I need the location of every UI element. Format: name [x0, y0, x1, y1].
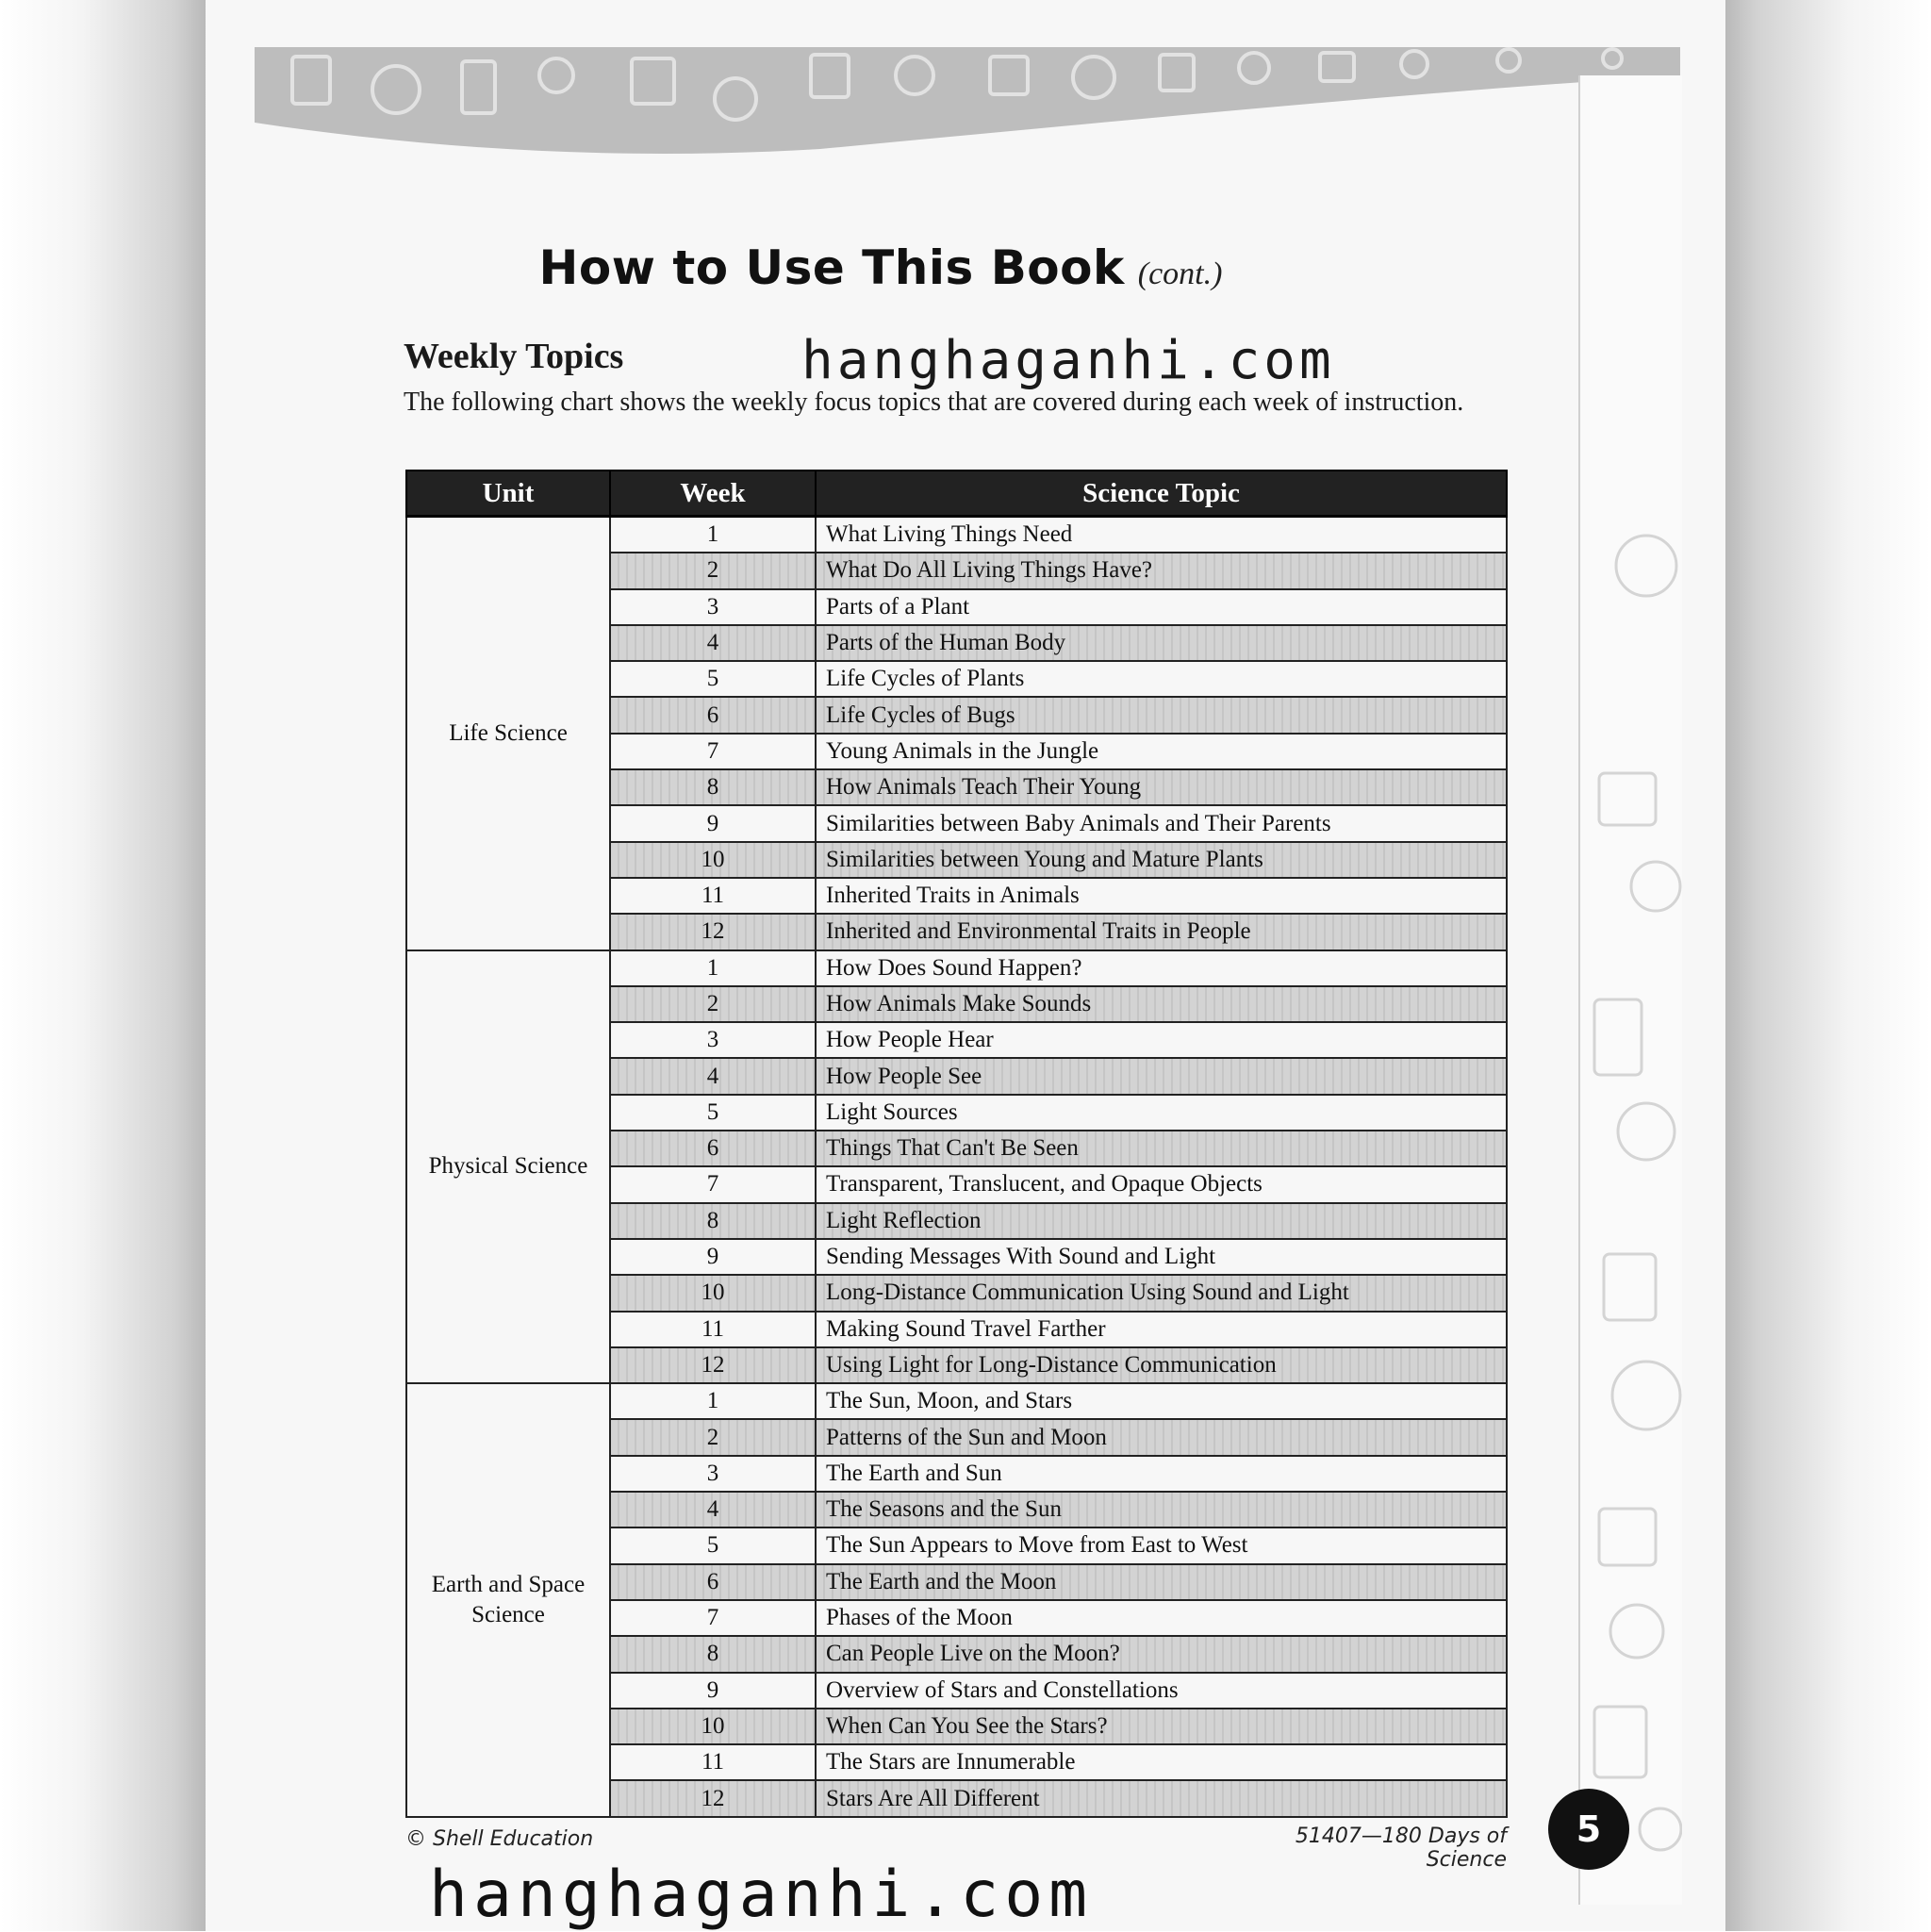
week-cell: 7	[610, 1166, 816, 1202]
week-cell: 10	[610, 1709, 816, 1744]
topic-cell: Light Sources	[816, 1095, 1507, 1131]
topic-cell: Making Sound Travel Farther	[816, 1312, 1507, 1347]
topic-cell: Similarities between Baby Animals and Their Parents	[816, 805, 1507, 841]
header-banner	[255, 47, 1680, 160]
week-cell: 7	[610, 1600, 816, 1636]
week-cell: 10	[610, 1275, 816, 1311]
week-cell: 5	[610, 1527, 816, 1563]
footer-book-id: 51407—180 Days of Science	[1295, 1825, 1507, 1872]
topic-cell: How Animals Teach Their Young	[816, 769, 1507, 805]
topic-cell: Life Cycles of Plants	[816, 661, 1507, 697]
unit-cell: Life Science	[406, 517, 610, 950]
topic-cell: How People See	[816, 1058, 1507, 1094]
weekly-topics-table	[405, 470, 1508, 1818]
page-title	[206, 240, 1725, 295]
topic-cell: The Sun Appears to Move from East to West	[816, 1527, 1507, 1563]
topic-cell: How People Hear	[816, 1022, 1507, 1058]
week-cell: 5	[610, 661, 816, 697]
page-shadow-left	[0, 0, 206, 1931]
topic-cell: Sending Messages With Sound and Light	[816, 1239, 1507, 1275]
week-cell: 1	[610, 950, 816, 986]
topic-cell: The Stars are Innumerable	[816, 1744, 1507, 1780]
week-cell: 9	[610, 1673, 816, 1709]
unit-cell: Physical Science	[406, 950, 610, 1384]
week-cell: 10	[610, 842, 816, 878]
week-cell: 8	[610, 769, 816, 805]
table-header-row	[406, 471, 1507, 517]
topic-cell: Patterns of the Sun and Moon	[816, 1419, 1507, 1455]
topic-cell: The Sun, Moon, and Stars	[816, 1383, 1507, 1419]
week-cell: 12	[610, 914, 816, 949]
topic-column-header: Science Topic	[816, 471, 1507, 517]
week-cell: 9	[610, 805, 816, 841]
week-cell: 12	[610, 1780, 816, 1816]
week-cell: 3	[610, 589, 816, 625]
topic-cell: Inherited and Environmental Traits in People	[816, 914, 1507, 949]
week-cell: 6	[610, 697, 816, 733]
week-cell: 6	[610, 1131, 816, 1166]
watermark-top: hanghaganhi.com	[801, 330, 1335, 391]
topic-cell: Life Cycles of Bugs	[816, 697, 1507, 733]
topic-cell: When Can You See the Stars?	[816, 1709, 1507, 1744]
topic-cell: Light Reflection	[816, 1203, 1507, 1239]
topic-cell: How Animals Make Sounds	[816, 986, 1507, 1022]
table-row	[406, 950, 1507, 986]
topic-cell: What Do All Living Things Have?	[816, 553, 1507, 588]
topic-cell: Inherited Traits in Animals	[816, 878, 1507, 914]
intro-paragraph: The following chart shows the weekly focus topics that are covered during each week of instruction.	[404, 388, 1464, 417]
topic-cell: Young Animals in the Jungle	[816, 734, 1507, 769]
topic-cell: Things That Can't Be Seen	[816, 1131, 1507, 1166]
week-cell: 2	[610, 986, 816, 1022]
topic-cell: Can People Live on the Moon?	[816, 1636, 1507, 1672]
week-cell: 4	[610, 1492, 816, 1527]
week-cell: 11	[610, 878, 816, 914]
unit-column-header: Unit	[406, 471, 610, 517]
unit-cell: Earth and Space Science	[406, 1383, 610, 1817]
table-row	[406, 517, 1507, 553]
week-cell: 11	[610, 1312, 816, 1347]
topic-cell: Parts of the Human Body	[816, 625, 1507, 661]
book-page	[206, 0, 1725, 1931]
week-cell: 1	[610, 517, 816, 553]
week-cell: 1	[610, 1383, 816, 1419]
topic-cell: Using Light for Long-Distance Communication	[816, 1347, 1507, 1383]
topic-cell: Parts of a Plant	[816, 589, 1507, 625]
decorative-side-strip	[1578, 75, 1682, 1905]
section-heading: Weekly Topics	[404, 337, 624, 376]
title-text: How to Use This Book	[538, 240, 1125, 295]
page-number-badge: 5	[1548, 1789, 1629, 1870]
topic-cell: How Does Sound Happen?	[816, 950, 1507, 986]
footer-publisher: © Shell Education	[405, 1827, 594, 1851]
week-cell: 9	[610, 1239, 816, 1275]
topic-cell: Similarities between Young and Mature Plants	[816, 842, 1507, 878]
topic-cell: What Living Things Need	[816, 517, 1507, 553]
week-cell: 2	[610, 1419, 816, 1455]
topic-cell: Stars Are All Different	[816, 1780, 1507, 1816]
week-cell: 3	[610, 1022, 816, 1058]
week-cell: 7	[610, 734, 816, 769]
topic-cell: The Earth and the Moon	[816, 1564, 1507, 1600]
topic-cell: Overview of Stars and Constellations	[816, 1673, 1507, 1709]
week-cell: 5	[610, 1095, 816, 1131]
watermark-bottom: hanghaganhi.com	[429, 1858, 1094, 1932]
week-cell: 8	[610, 1203, 816, 1239]
week-cell: 3	[610, 1456, 816, 1492]
week-cell: 4	[610, 1058, 816, 1094]
week-cell: 2	[610, 553, 816, 588]
week-cell: 8	[610, 1636, 816, 1672]
topic-cell: The Earth and Sun	[816, 1456, 1507, 1492]
title-suffix: (cont.)	[1137, 256, 1223, 291]
topic-cell: Transparent, Translucent, and Opaque Objects	[816, 1166, 1507, 1202]
week-column-header: Week	[610, 471, 816, 517]
week-cell: 6	[610, 1564, 816, 1600]
week-cell: 11	[610, 1744, 816, 1780]
topic-cell: Long-Distance Communication Using Sound and Light	[816, 1275, 1507, 1311]
page-shadow-right	[1725, 0, 1931, 1931]
week-cell: 4	[610, 625, 816, 661]
week-cell: 12	[610, 1347, 816, 1383]
topic-cell: Phases of the Moon	[816, 1600, 1507, 1636]
table-row	[406, 1383, 1507, 1419]
topic-cell: The Seasons and the Sun	[816, 1492, 1507, 1527]
table-body	[406, 517, 1507, 1817]
